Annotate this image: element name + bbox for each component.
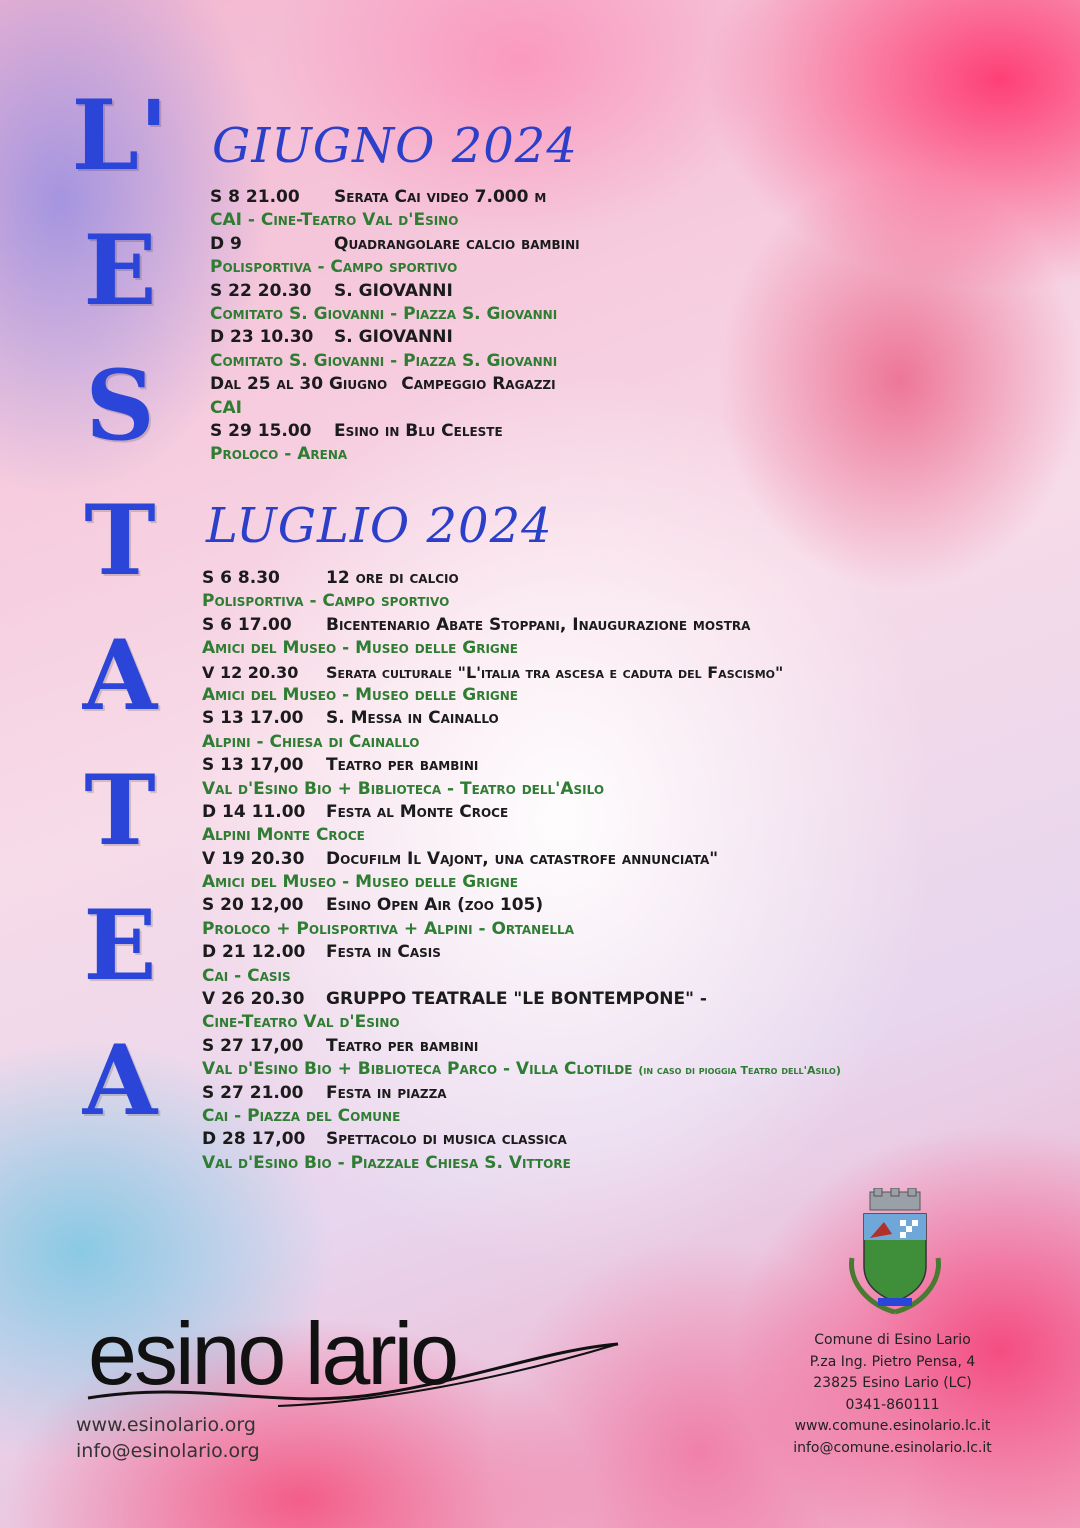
title-letter: S [85, 349, 155, 462]
event-organizer-note: (in caso di pioggia Teatro dell'Asilo) [638, 1064, 841, 1078]
comune-web-link[interactable]: www.comune.esinolario.lc.it [794, 1418, 991, 1434]
event-organizer: CAI [210, 397, 242, 418]
event-item [210, 420, 580, 467]
event-date: S 13 17.00 [202, 708, 304, 729]
comune-crest-icon [840, 1188, 950, 1323]
event-item [210, 326, 580, 373]
event-item [202, 894, 841, 941]
july-event-list [202, 567, 841, 1175]
event-organizer: Val d'Esino Bio - Piazzale Chiesa S. Vittore [202, 1152, 571, 1173]
event-date: D 28 17,00 [202, 1129, 306, 1150]
esino-lario-logo [78, 1304, 638, 1410]
event-title: Esino Open Air (zoo 105) [326, 895, 544, 916]
title-letter: A [82, 619, 158, 732]
event-organizer: Proloco - Arena [210, 444, 348, 465]
event-item [210, 280, 580, 327]
event-title: Serata culturale "L'italia tra ascesa e caduta del Fascismo" [326, 662, 784, 682]
event-item [202, 707, 841, 754]
event-organizer: Comitato S. Giovanni - Piazza S. Giovanni [210, 350, 558, 371]
event-organizer: Cine-Teatro Val d'Esino [202, 1012, 400, 1033]
comune-phone: 0341-860111 [845, 1396, 940, 1413]
event-date: S 6 8.30 [202, 568, 280, 588]
event-title: Serata Cai video 7.000 m [334, 187, 547, 207]
event-title: Bicentenario Abate Stoppani, Inaugurazione mostra [326, 614, 751, 635]
event-date: S 13 17,00 [202, 755, 304, 776]
comune-address: P.za Ing. Pietro Pensa, 4 [809, 1353, 976, 1370]
event-item [202, 754, 841, 801]
event-item [210, 233, 580, 280]
event-date: S 27 21.00 [202, 1082, 304, 1103]
event-organizer: Alpini - Chiesa di Cainallo [202, 731, 420, 752]
event-item [202, 661, 841, 708]
event-title: Campeggio Ragazzi [401, 374, 556, 395]
event-title: Esino in Blu Celeste [334, 420, 503, 441]
event-title: Festa in Casis [326, 942, 441, 963]
event-title: Festa in piazza [326, 1082, 447, 1103]
title-letter: A [82, 1024, 158, 1137]
title-letter: T [84, 754, 156, 867]
site-web-link[interactable]: www.esinolario.org [76, 1414, 256, 1436]
event-title: Spettacolo di musica classica [326, 1129, 567, 1150]
comune-info [770, 1330, 1015, 1459]
title-letter: L' [71, 79, 169, 192]
event-date: V 26 20.30 [202, 989, 305, 1010]
event-title: 12 ore di calcio [326, 568, 459, 588]
event-title: Teatro per bambini [326, 755, 479, 776]
event-organizer: Polisportiva - Campo sportivo [202, 591, 450, 612]
event-item [202, 1128, 841, 1175]
event-organizer: Alpini Monte Croce [202, 825, 365, 846]
event-item [202, 941, 841, 988]
june-event-list [210, 186, 580, 467]
event-date: S 27 17,00 [202, 1035, 304, 1056]
event-title: S. Messa in Cainallo [326, 708, 499, 729]
event-title: S. GIOVANNI [334, 327, 453, 348]
event-title: Festa al Monte Croce [326, 801, 509, 822]
event-date: D 14 11.00 [202, 801, 306, 822]
comune-email-link[interactable]: info@comune.esinolario.lc.it [793, 1439, 992, 1456]
event-organizer: Cai - Piazza del Comune [202, 1105, 401, 1126]
event-date: S 22 20.30 [210, 280, 312, 301]
event-organizer: CAI - Cine-Teatro Val d'Esino [210, 210, 459, 231]
event-title: Quadrangolare calcio bambini [334, 233, 580, 254]
site-contacts [76, 1412, 260, 1464]
event-title: S. GIOVANNI [334, 280, 453, 301]
event-item [210, 186, 580, 233]
event-organizer: Amici del Museo - Museo delle Grigne [202, 872, 519, 893]
event-item [202, 1082, 841, 1129]
event-date: D 21 12.00 [202, 942, 306, 963]
event-item [202, 988, 841, 1035]
event-title: Docufilm Il Vajont, una catastrofe annunciata" [326, 848, 719, 869]
logo-text: esino lario [88, 1304, 457, 1403]
event-organizer: Polisportiva - Campo sportivo [210, 257, 458, 278]
event-organizer: Proloco + Polisportiva + Alpini - Ortanella [202, 918, 574, 939]
event-date: S 29 15.00 [210, 420, 312, 441]
july-heading: LUGLIO 2024 [206, 498, 553, 554]
june-heading: GIUGNO 2024 [212, 118, 578, 174]
event-title: Teatro per bambini [326, 1035, 479, 1056]
event-item [202, 614, 841, 661]
title-letter: E [83, 889, 157, 1002]
event-item [202, 1035, 841, 1082]
event-organizer: Val d'Esino Bio + Biblioteca Parco - Villa Clotilde [202, 1059, 633, 1080]
event-organizer: Comitato S. Giovanni - Piazza S. Giovanni [210, 303, 558, 324]
event-date: S 20 12,00 [202, 895, 304, 916]
comune-name: Comune di Esino Lario [814, 1332, 971, 1348]
event-date: V 12 20.30 [202, 662, 299, 682]
event-organizer: Amici del Museo - Museo delle Grigne [202, 638, 519, 659]
event-date: Dal 25 al 30 Giugno [210, 374, 388, 395]
event-date: V 19 20.30 [202, 848, 305, 869]
site-email-link[interactable]: info@esinolario.org [76, 1440, 260, 1462]
event-item [202, 848, 841, 895]
event-item [210, 373, 580, 420]
event-item [202, 567, 841, 614]
event-date: S 6 17.00 [202, 614, 292, 635]
event-date: D 9 [210, 233, 242, 254]
event-title: GRUPPO TEATRALE "LE BONTEMPONE" - [326, 989, 707, 1010]
event-organizer: Amici del Museo - Museo delle Grigne [202, 684, 519, 705]
event-organizer: Val d'Esino Bio + Biblioteca - Teatro dell'Asilo [202, 778, 605, 799]
event-organizer: Cai - Casis [202, 965, 291, 986]
logo-swoosh-icon [78, 1304, 638, 1410]
event-date: S 8 21.00 [210, 187, 300, 207]
title-letter: T [84, 484, 156, 597]
event-date: D 23 10.30 [210, 327, 314, 348]
comune-city: 23825 Esino Lario (LC) [813, 1375, 972, 1391]
title-letter: E [83, 214, 157, 327]
event-item [202, 801, 841, 848]
